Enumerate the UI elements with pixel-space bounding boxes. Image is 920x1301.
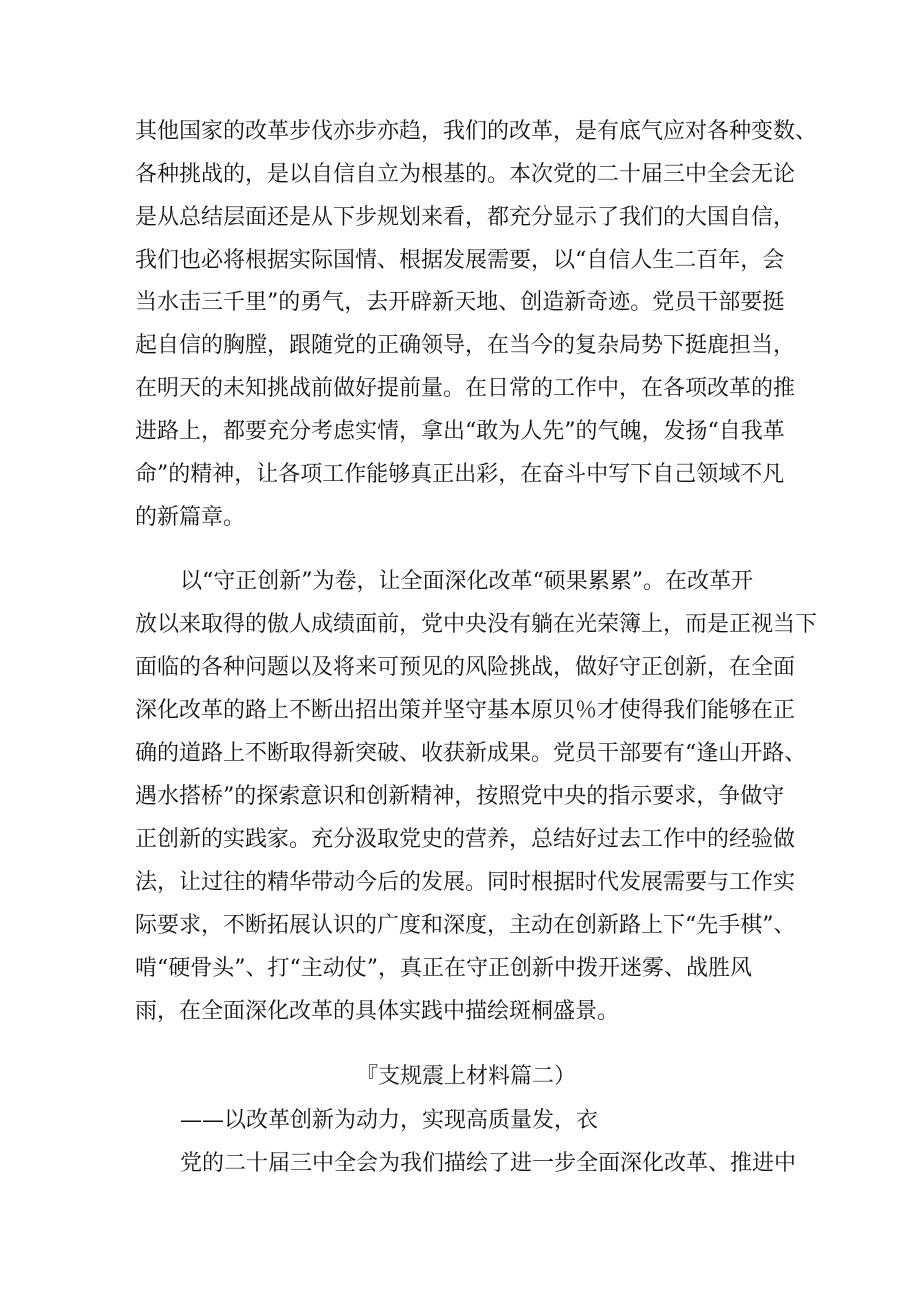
paragraph-1-line-4: 我们也必将根据实际国情、根据发展需要，以“自信人生二百年，会 — [135, 248, 785, 273]
paragraph-1-line-9: 命”的精神，让各项工作能够真正出彩，在奋斗中写下自己领域不凡 — [135, 462, 785, 487]
paragraph-1-line-5: 当水击三千里”的勇气，去开辟新天地、创造新奇迹。党员干部要挺 — [135, 290, 785, 315]
paragraph-2-line-8: 法，让过往的精华带动今后的发展。同时根据时代发展需要与工作实 — [135, 870, 796, 895]
paragraph-2-line-4: 深化改革的路上不断出招出策并坚守基本原贝％才使得我们能够在正 — [135, 698, 796, 723]
paragraph-2-line-7: 正创新的实践家。充分汲取党史的营养，总结好过去工作中的经验做 — [135, 827, 796, 852]
paragraph-2-line-6: 遇水搭桥”的探索意识和创新精神，按照党中央的指示要求，争做守 — [135, 784, 785, 809]
paragraph-1-line-7: 在明天的未知挑战前做好提前量。在日常的工作中，在各项改革的推 — [135, 376, 796, 401]
paragraph-2-line-10: 啃“硬骨头”、打“主动仗”，真正在守正创新中拨开迷雾、战胜风 — [135, 956, 752, 981]
section-subtitle: ——以改革创新为动力，实现高质量发，衣 — [180, 1108, 599, 1133]
paragraph-2-line-5: 确的道路上不断取得新突破、收获新成果。党员干部要有“逢山开路、 — [135, 741, 807, 766]
paragraph-1-line-6: 起自信的胸膛，跟随党的正确领导，在当今的复杂局势下挺鹿担当， — [135, 333, 796, 358]
paragraph-2-line-2: 放以来取得的傲人成绩面前，党中央没有躺在光荣簿上，而是正视当下 — [135, 612, 818, 637]
paragraph-2-line-9: 际要求，不断拓展认识的广度和深度，主动在创新路上下“先手棋”、 — [135, 913, 796, 938]
paragraph-1-line-3: 是从总结层面还是从下步规划来看，都充分显示了我们的大国自信， — [135, 205, 796, 230]
section-heading: 『支规震上材料篇二） — [356, 1064, 577, 1089]
paragraph-1-line-2: 各种挑战的，是以自信自立为根基的。本次党的二十届三中全会无论 — [135, 162, 796, 187]
paragraph-3-line-1: 党的二十届三中全会为我们描绘了进一步全面深化改革、推进中 — [180, 1151, 797, 1176]
paragraph-1-line-1: 其他国家的改革步伐亦步亦趋，我们的改革，是有底气应对各种变数、 — [135, 119, 818, 144]
paragraph-2-line-11: 雨，在全面深化改革的具体实践中描绘斑桐盛景。 — [135, 999, 620, 1024]
paragraph-2-line-1: 以“守正创新”为卷，让全面深化改革“硕果累累”。在改革开 — [180, 569, 753, 594]
paragraph-1-line-8: 进路上，都要充分考虑实情，拿出“敢为人先”的气魄，发扬“自我革 — [135, 419, 785, 444]
paragraph-2-line-3: 面临的各种问题以及将来可预见的风险挑战，做好守正创新，在全面 — [135, 655, 796, 680]
paragraph-1-line-10: 的新篇章。 — [135, 505, 246, 530]
